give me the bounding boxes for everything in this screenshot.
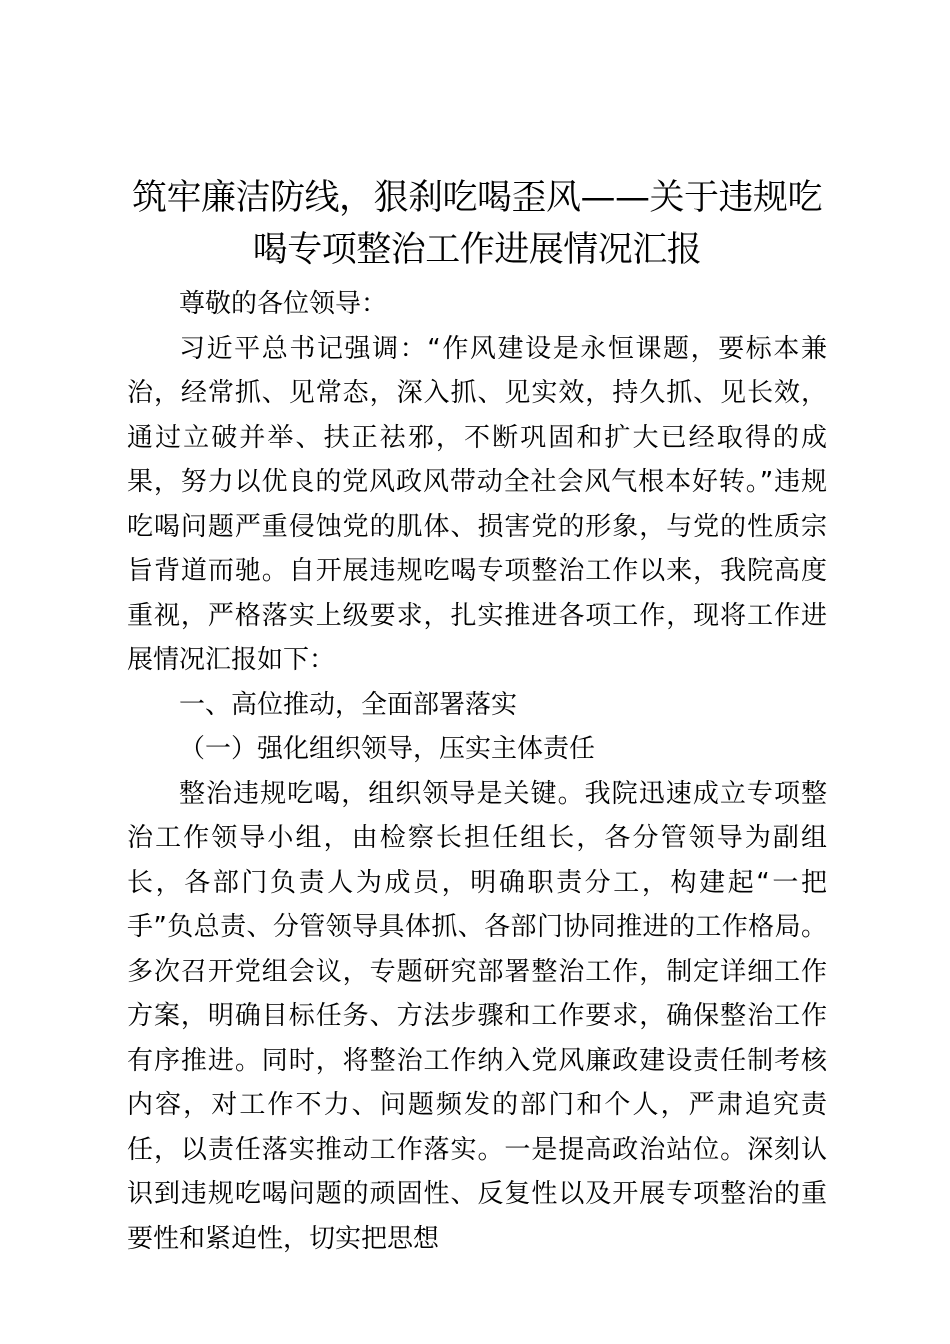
document-content (127, 172, 827, 1261)
document-title: 筑牢廉洁防线，狠刹吃喝歪风——关于违规吃喝专项整治工作进展情况汇报 (131, 178, 822, 270)
subsection-heading-1: （一）强化组织领导，压实主体责任 (179, 734, 596, 764)
section-heading-1: 一、高位推动，全面部署落实 (179, 689, 518, 720)
body-paragraph-1: 整治违规吃喝，组织领导是关键。我院迅速成立专项整治工作领导小组，由检察长担任组长，各分管领导为副组长，各部门负责人为成员，明确职责分工，构建起“一把手”负总责、分管领导具体抓、各部门协同推进的工作格局。多次召开党组会议，专题研究部署整治工作，制定详细工作方案，明确目标任务、方法步骤和工作要求，确保整治工作有序推进。同时，将整治工作纳入党风廉政建设责任制考核内容，对工作不力、问题频发的部门和个人，严肃追究责任，以责任落实推动工作落实。一是提高政治站位。深刻认识到违规吃喝问题的顽固性、反复性以及开展专项整治的重要性和紧迫性，切实把思想 (127, 778, 827, 1254)
salutation: 尊敬的各位领导： (179, 289, 388, 319)
intro-paragraph: 习近平总书记强调：“作风建设是永恒课题，要标本兼治，经常抓、见常态，深入抓、见实效，持久抓、见长效，通过立破并举、扶正祛邪，不断巩固和扩大已经取得的成果，努力以优良的党风政风带动全社会风气根本好转。”违规吃喝问题严重侵蚀党的肌体、损害党的形象，与党的性质宗旨背道而驰。自开展违规吃喝专项整治工作以来，我院高度重视，严格落实上级要求，扎实推进各项工作，现将工作进展情况汇报如下： (127, 333, 827, 675)
